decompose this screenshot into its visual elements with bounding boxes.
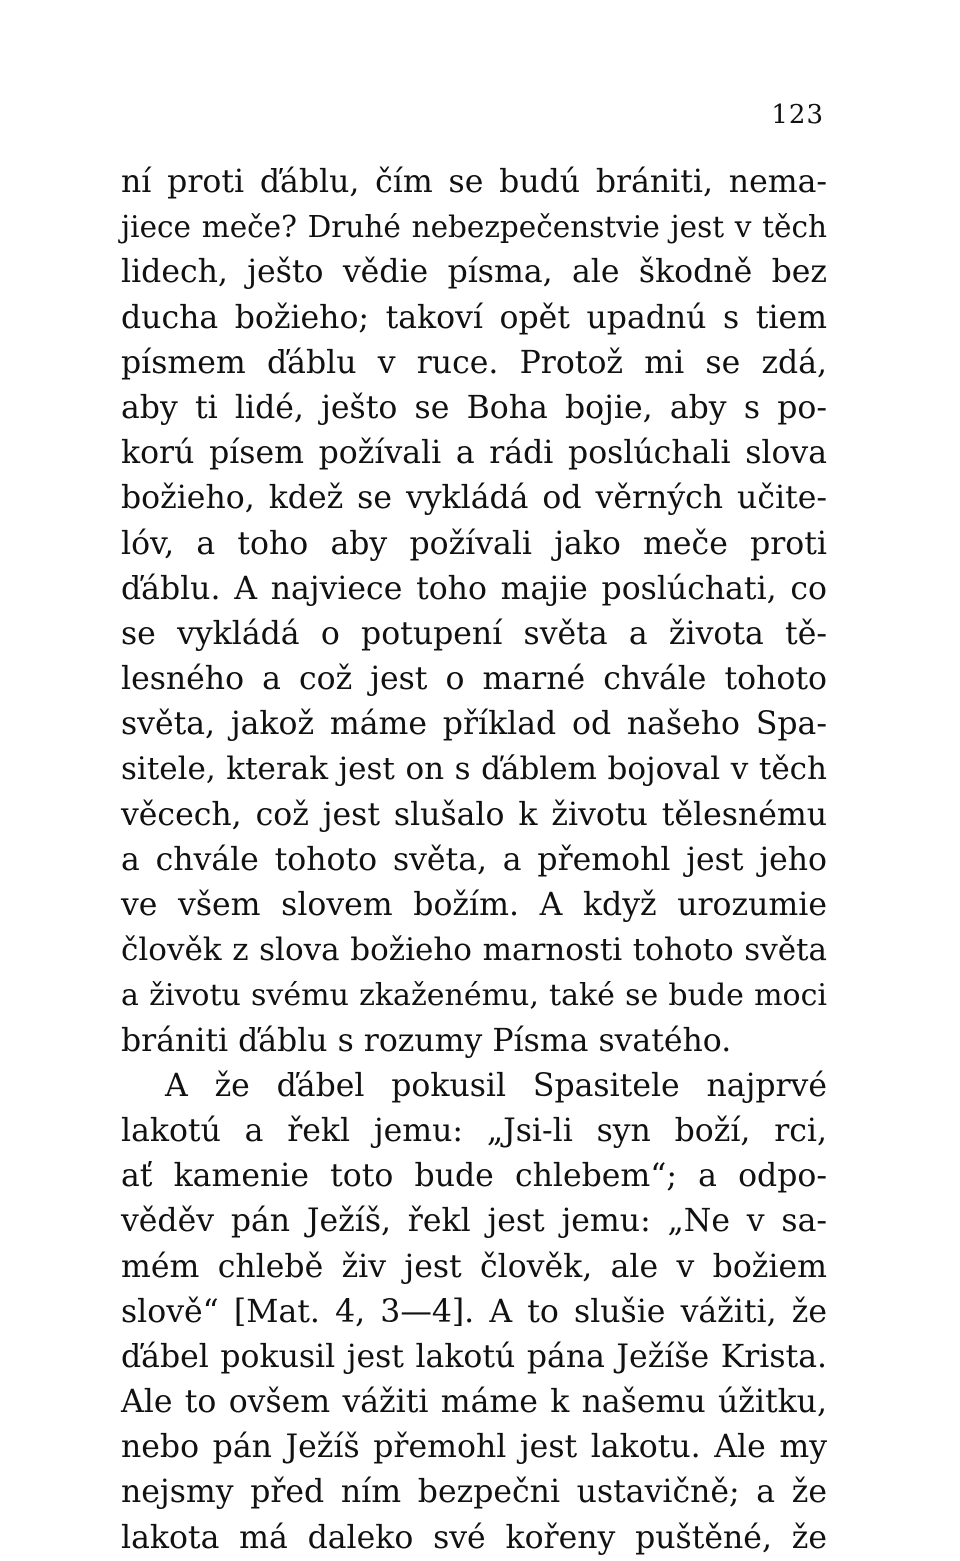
paragraph [121, 160, 827, 1064]
text-line: ducha božieho; takoví opět upadnú s tiem [121, 299, 827, 336]
text-line: věcech, což jest slušalo k životu tělesnému [121, 796, 827, 833]
text-line: aby ti lidé, ješto se Boha bojie, aby s po- [121, 389, 827, 426]
text-line: A že ďábel pokusil Spasitele najprvé [165, 1067, 827, 1104]
text-line: ní proti ďáblu, čím se budú brániti, nema- [121, 164, 827, 200]
text-line: člověk z slova božieho marnosti tohoto světa [121, 932, 827, 969]
text-line: brániti ďáblu s rozumy Písma svatého. [121, 1022, 732, 1059]
text-line: a životu svému zkaženému, také se bude moci [121, 978, 827, 1014]
text-line: se vykládá o potupení světa a života tě- [121, 615, 827, 652]
text-line: lóv, a toho aby požívali jako meče proti [121, 525, 827, 562]
text-line: ve všem slovem božím. A když urozumie [121, 887, 827, 923]
text-line: božieho, kdež se vykládá od věrných učite- [121, 480, 827, 517]
text-line: ať kamenie toto bude chlebem“; a odpo- [121, 1158, 827, 1195]
text-line: lidech, ješto vědie písma, ale škodně bez [121, 254, 827, 291]
text-line: Ale to ovšem vážiti máme k našemu úžitku, [121, 1384, 827, 1421]
text-line: lakota má daleko své kořeny puštěné, že [121, 1519, 827, 1556]
text-line: slově“ [Mat. 4, 3—4]. A to slušie vážiti, že [121, 1293, 827, 1330]
paragraph [121, 1064, 827, 1561]
text-line: nejsmy před ním bezpečni ustavičně; a že [121, 1474, 827, 1511]
text-line: ďáblu. A najviece toho majie poslúchati, co [121, 570, 827, 607]
text-line: nebo pán Ježíš přemohl jest lakotu. Ale my [121, 1429, 827, 1466]
text-line: lakotú a řekl jemu: „Jsi-li syn boží, rci, [121, 1112, 827, 1149]
text-line: sitele, kterak jest on s ďáblem bojoval v těch [121, 751, 827, 788]
text-line: lesného a což jest o marné chvále tohoto [121, 661, 827, 698]
page-number: 123 [771, 100, 824, 130]
text-line: jiece meče? Druhé nebezpečenstvie jest v těch [121, 210, 827, 245]
text-line: a chvále tohoto světa, a přemohl jest jeho [121, 841, 827, 878]
text-line: korú písem požívali a rádi poslúchali slova [121, 435, 827, 472]
text-line: světa, jakož máme příklad od našeho Spa- [121, 706, 827, 743]
body-text [121, 160, 827, 1561]
text-line: písmem ďáblu v ruce. Protož mi se zdá, [121, 344, 827, 381]
text-line: věděv pán Ježíš, řekl jest jemu: „Ne v sa- [121, 1203, 827, 1240]
text-line: mém chlebě živ jest člověk, ale v božiem [121, 1248, 827, 1285]
text-line: ďábel pokusil jest lakotú pána Ježíše Krista. [121, 1338, 827, 1375]
